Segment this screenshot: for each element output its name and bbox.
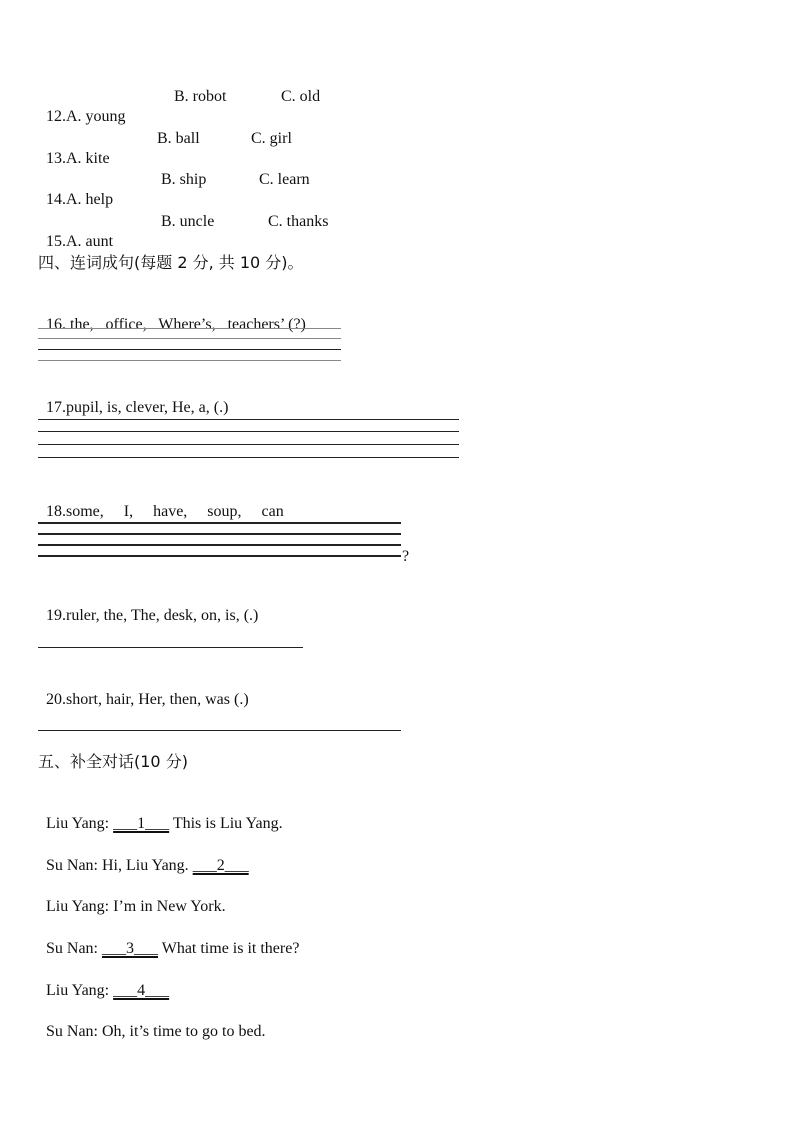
answer-line xyxy=(38,431,459,432)
option-c: C. learn xyxy=(259,171,310,188)
speaker: Su Nan: xyxy=(46,1023,98,1040)
blank-3: ___3___ xyxy=(102,940,158,957)
answer-line xyxy=(38,533,401,535)
speaker: Liu Yang: xyxy=(46,815,110,832)
question-18 xyxy=(38,482,284,522)
dialogue-text: This is Liu Yang. xyxy=(169,815,283,832)
question-number: 18. xyxy=(46,503,66,520)
question-number: 12. xyxy=(46,108,66,125)
option-a: A. help xyxy=(66,191,114,208)
question-number: 13. xyxy=(46,150,66,167)
answer-line xyxy=(38,338,341,339)
dialogue-text: What time is it there? xyxy=(158,940,300,957)
blank-1: ___1___ xyxy=(113,815,170,832)
question-number: 16. xyxy=(46,316,66,333)
option-b: B. uncle xyxy=(161,213,215,230)
section-4-title: 四、连词成句(每题 2 分, 共 10 分)。 xyxy=(38,253,304,272)
scrambled-words: the, office, Where’s, teachers’ (?) xyxy=(66,316,306,333)
answer-line xyxy=(38,360,341,361)
question-19 xyxy=(38,586,258,626)
dialogue-text: Hi, Liu Yang. xyxy=(98,857,193,874)
speaker: Liu Yang: xyxy=(46,982,110,999)
blank-2: ___2___ xyxy=(192,857,249,874)
answer-line xyxy=(38,444,459,445)
option-b: B. ship xyxy=(161,171,207,188)
question-number: 14. xyxy=(46,191,66,208)
question-number: 17. xyxy=(46,399,66,416)
question-20 xyxy=(38,670,249,710)
option-c: C. girl xyxy=(251,130,292,147)
question-17 xyxy=(38,378,228,418)
option-a: A. aunt xyxy=(66,233,114,250)
answer-line xyxy=(38,730,401,731)
option-b: B. robot xyxy=(174,88,227,105)
blank-4: ___4___ xyxy=(113,982,170,999)
answer-line xyxy=(38,522,401,524)
option-c: C. old xyxy=(281,88,321,105)
dialogue-line-3 xyxy=(38,877,226,917)
dialogue-line-6 xyxy=(38,1002,266,1042)
scrambled-words: some, I, have, soup, can xyxy=(66,503,284,520)
dialogue-text: Oh, it’s time to go to bed. xyxy=(98,1023,266,1040)
question-number: 15. xyxy=(46,233,66,250)
question-number: 19. xyxy=(46,607,66,624)
scrambled-words: ruler, the, The, desk, on, is, (.) xyxy=(66,607,259,624)
answer-line xyxy=(38,349,341,350)
scrambled-words: pupil, is, clever, He, a, (.) xyxy=(66,399,229,416)
dialogue-line-4 xyxy=(38,919,299,959)
answer-line xyxy=(38,328,341,329)
answer-line xyxy=(38,419,459,420)
dialogue-line-2 xyxy=(38,836,249,876)
answer-line xyxy=(38,647,303,648)
answer-line xyxy=(38,457,459,458)
question-15 xyxy=(38,212,438,292)
option-b: B. ball xyxy=(157,130,200,147)
speaker: Liu Yang: xyxy=(46,898,110,915)
scrambled-words: short, hair, Her, then, was (.) xyxy=(66,691,249,708)
option-a: A. young xyxy=(66,108,126,125)
dialogue-text: I’m in New York. xyxy=(109,898,226,915)
dialogue-line-1 xyxy=(38,794,283,834)
question-mark: ? xyxy=(402,548,410,565)
answer-line xyxy=(38,555,401,557)
speaker: Su Nan: xyxy=(46,857,98,874)
question-number: 20. xyxy=(46,691,66,708)
question-16 xyxy=(38,295,306,335)
option-a: A. kite xyxy=(66,150,110,167)
option-c: C. thanks xyxy=(268,213,329,230)
dialogue-line-5 xyxy=(38,961,169,1001)
section-5-title: 五、补全对话(10 分) xyxy=(38,752,188,771)
speaker: Su Nan: xyxy=(46,940,98,957)
answer-line xyxy=(38,544,401,546)
